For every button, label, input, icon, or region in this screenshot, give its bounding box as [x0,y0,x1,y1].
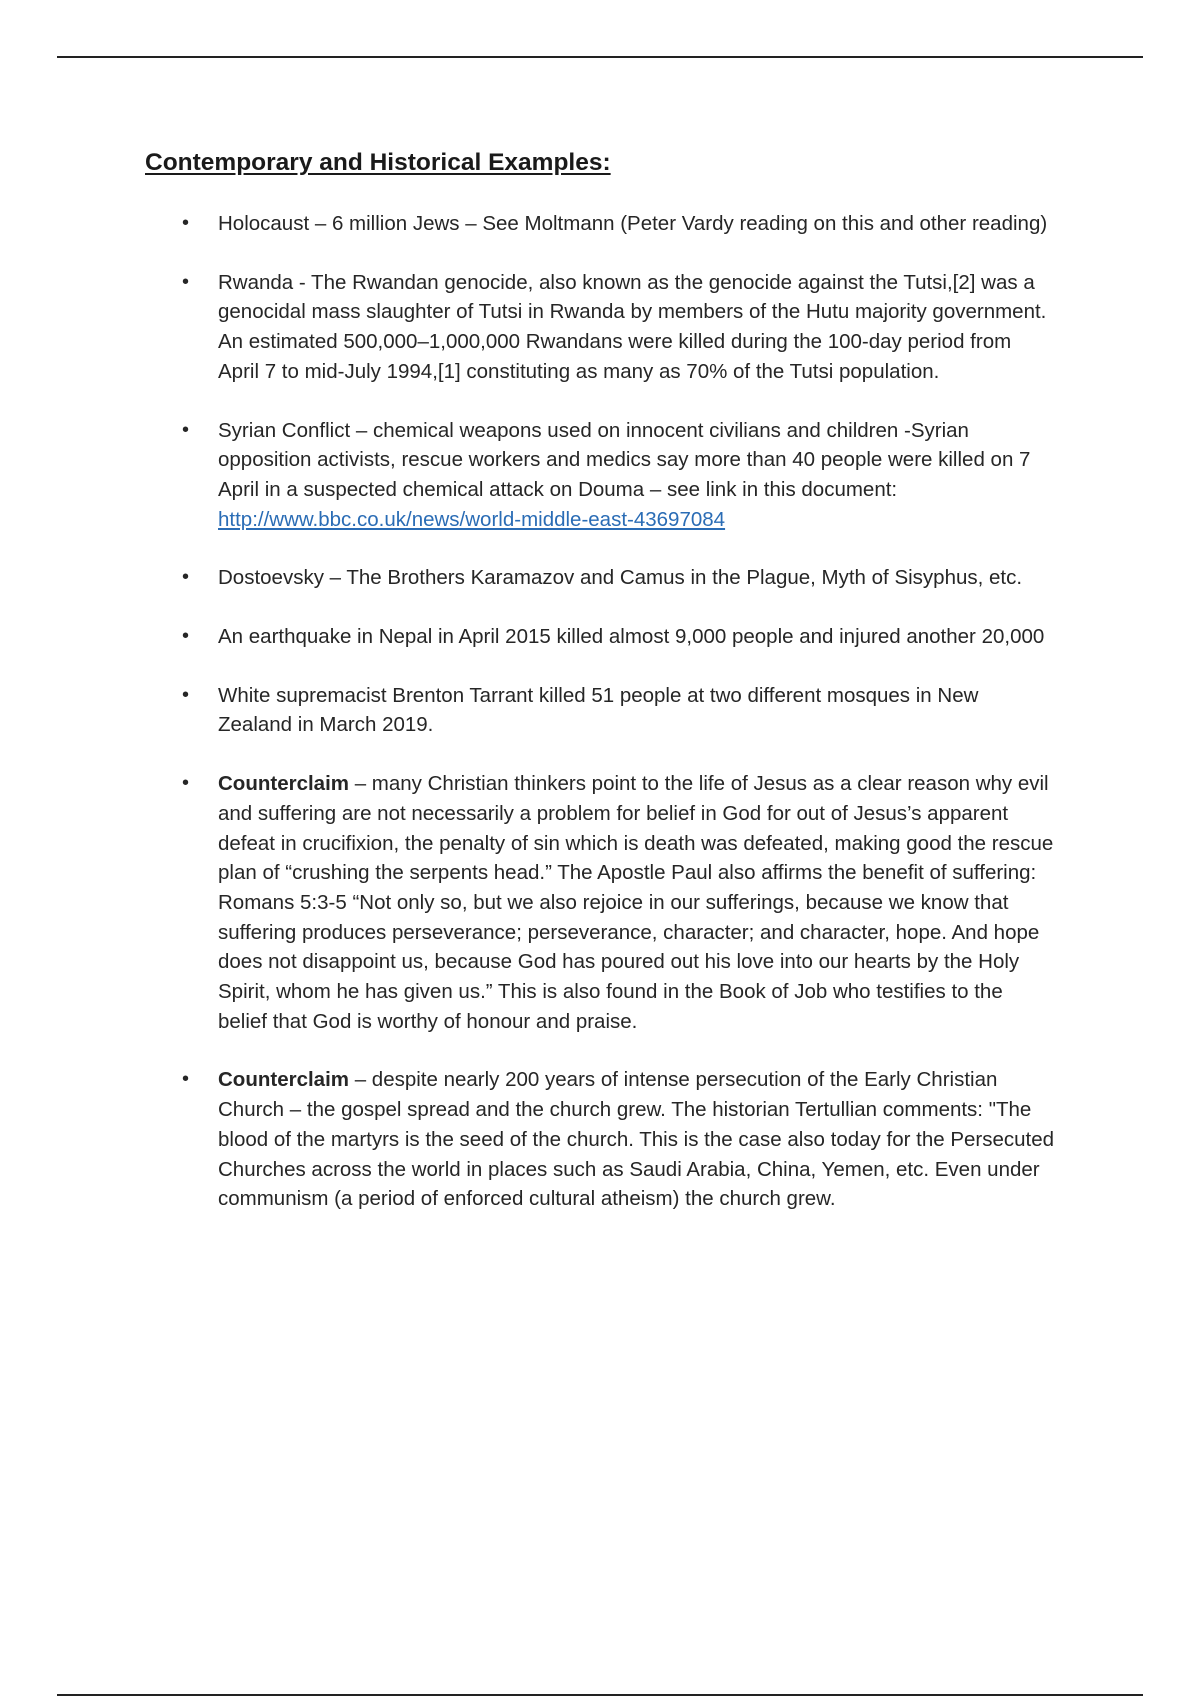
bullet-icon: • [182,1068,190,1091]
list-item-text: Holocaust – 6 million Jews – See Moltmann (Peter Vardy reading on this and other reading) [218,212,1048,235]
counterclaim-label: Counterclaim [218,772,349,796]
list-item-nepal-earthquake [145,622,1055,652]
list-item-text: Rwanda - The Rwandan genocide, also known as the genocide against the Tutsi,[2] was a genocidal mass slaughter of Tutsi in Rwanda by members of the Hutu majority government. An estimated 500,000–1,000,000 Rwandans were killed during the 100-day period from April 7 to mid-July 1994,[1] constituting as many as 70% of the Tutsi population. [218,270,1047,383]
list-item-text: White supremacist Brenton Tarrant killed 51 people at two different mosques in New Zealand in March 2019. [218,683,979,737]
bbc-news-link[interactable]: http://www.bbc.co.uk/news/world-middle-east-43697084 [218,507,726,531]
list-item-rwanda [145,268,1055,387]
list-item-text: Dostoevsky – The Brothers Karamazov and Camus in the Plague, Myth of Sisyphus, etc. [218,566,1023,590]
list-item-syria [145,416,1055,535]
bullet-icon: • [182,683,190,706]
document-body [145,145,1055,1243]
bullet-icon: • [182,625,190,648]
list-item-dostoevsky [145,563,1055,593]
list-item-holocaust [145,209,1055,239]
bullet-icon: • [182,212,190,234]
list-item-text: – many Christian thinkers point to the life of Jesus as a clear reason why evil and suffering are not necessarily a problem for belief in God for out of Jesus’s apparent defeat in crucifixion, the penalty of sin which is death was defeated, making good the rescue plan of “crushing the serpents head.” The Apostle Paul also affirms the benefit of suffering: Romans 5:3-5 “Not only so, but we also rejoice in our sufferings, because we know that suffering produces perseverance; perseverance, character; and character, hope. And hope does not disappoint us, because God has poured out his love into our hearts by the Holy Spirit, whom he has given us.” This is also found in the Book of Job who testifies to the belief that God is worthy of honour and praise. [218,772,1054,1033]
section-heading: Contemporary and Historical Examples: [145,149,611,176]
bullet-icon: • [182,772,190,795]
bullet-icon: • [182,270,190,293]
counterclaim-label: Counterclaim [218,1068,349,1092]
bullet-icon: • [182,418,190,441]
list-item-counterclaim-jesus [145,769,1055,1036]
list-item-text: Syrian Conflict – chemical weapons used on innocent civilians and children -Syrian opposition activists, rescue workers and medics say more than 40 people were killed on 7 April in a suspected chemical attack on Douma – see link in this document: [218,418,1031,501]
bottom-rule [57,1694,1143,1696]
list-item-counterclaim-church [145,1065,1055,1214]
bullet-icon: • [182,566,190,589]
list-item-new-zealand [145,681,1055,740]
top-rule [57,56,1143,58]
list-item-text: An earthquake in Nepal in April 2015 killed almost 9,000 people and injured another 20,000 [218,625,1045,649]
examples-list [145,209,1055,1214]
list-item-text: – despite nearly 200 years of intense persecution of the Early Christian Church – the gospel spread and the church grew. The historian Tertullian comments: "The blood of the martyrs is the seed of the church. This is the case also today for the Persecuted Churches across the world in places such as Saudi Arabia, China, Yemen, etc. Even under communism (a period of enforced cultural atheism) the church grew. [218,1068,1055,1211]
